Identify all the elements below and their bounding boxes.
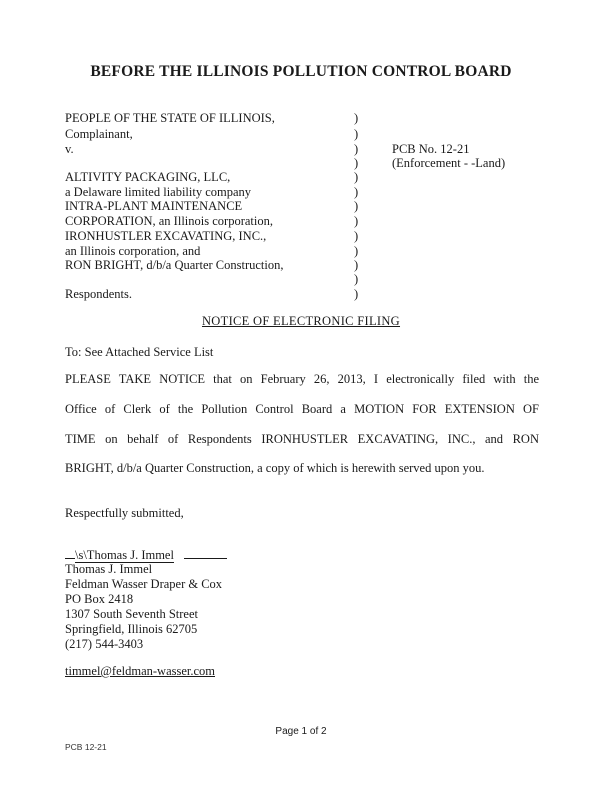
caption-line: PEOPLE OF THE STATE OF ILLINOIS, xyxy=(65,111,275,125)
caption-line: v. xyxy=(65,142,74,156)
street-address: 1307 South Seventh Street xyxy=(65,607,198,621)
caption-paren: ) xyxy=(354,185,359,199)
caption-paren: ) xyxy=(354,244,359,258)
closing: Respectfully submitted, xyxy=(65,506,184,520)
caption-paren: ) xyxy=(354,156,359,170)
case-type: (Enforcement - -Land) xyxy=(392,156,506,170)
po-box: PO Box 2418 xyxy=(65,592,134,606)
caption-line: Complainant, xyxy=(65,127,133,141)
body-line-last: BRIGHT, d/b/a Quarter Construction, a copy of which is herewith served upon you. xyxy=(65,461,485,475)
caption-paren: ) xyxy=(354,142,359,156)
caption-line: ALTIVITY PACKAGING, LLC, xyxy=(65,170,231,184)
caption-line: INTRA-PLANT MAINTENANCE xyxy=(65,199,243,213)
signature-line-lead xyxy=(65,546,75,559)
caption-line: a Delaware limited liability company xyxy=(65,185,252,199)
caption-paren: ) xyxy=(354,214,359,228)
notice-heading: NOTICE OF ELECTRONIC FILING xyxy=(201,314,401,328)
case-number: PCB No. 12-21 xyxy=(392,142,470,156)
caption-line: Respondents. xyxy=(65,287,133,301)
e-signature xyxy=(65,546,227,563)
e-signature-text: \s\Thomas J. Immel xyxy=(75,548,174,562)
body-line: TIME on behalf of Respondents IRONHUSTLER EXCAVATING, INC., and RON xyxy=(65,432,539,446)
page-number: Page 1 of 2 xyxy=(275,726,327,737)
signer-name: Thomas J. Immel xyxy=(65,562,153,576)
caption-paren: ) xyxy=(354,258,359,272)
to-line: To: See Attached Service List xyxy=(65,345,214,359)
docket-stamp: PCB 12-21 xyxy=(65,742,107,752)
caption-paren: ) xyxy=(354,127,359,141)
caption-line: CORPORATION, an Illinois corporation, xyxy=(65,214,273,228)
signature-line-tail xyxy=(184,546,227,559)
caption-line: RON BRIGHT, d/b/a Quarter Construction, xyxy=(65,258,284,272)
caption-paren: ) xyxy=(354,170,359,184)
caption-line: IRONHUSTLER EXCAVATING, INC., xyxy=(65,229,267,243)
body-line: PLEASE TAKE NOTICE that on February 26, 2013, I electronically filed with the xyxy=(65,372,539,386)
caption-paren: ) xyxy=(354,229,359,243)
caption-paren: ) xyxy=(354,287,359,301)
firm-name: Feldman Wasser Draper & Cox xyxy=(65,577,223,591)
email-link[interactable]: timmel@feldman-wasser.com xyxy=(65,664,216,678)
city-state-zip: Springfield, Illinois 62705 xyxy=(65,622,198,636)
caption-paren: ) xyxy=(354,199,359,213)
body-line: Office of Clerk of the Pollution Control Board a MOTION FOR EXTENSION OF xyxy=(65,402,539,416)
document-title: BEFORE THE ILLINOIS POLLUTION CONTROL BOARD xyxy=(90,63,512,80)
caption-line: an Illinois corporation, and xyxy=(65,244,201,258)
phone-number: (217) 544-3403 xyxy=(65,637,144,651)
caption-paren: ) xyxy=(354,272,359,286)
caption-paren: ) xyxy=(354,111,359,125)
